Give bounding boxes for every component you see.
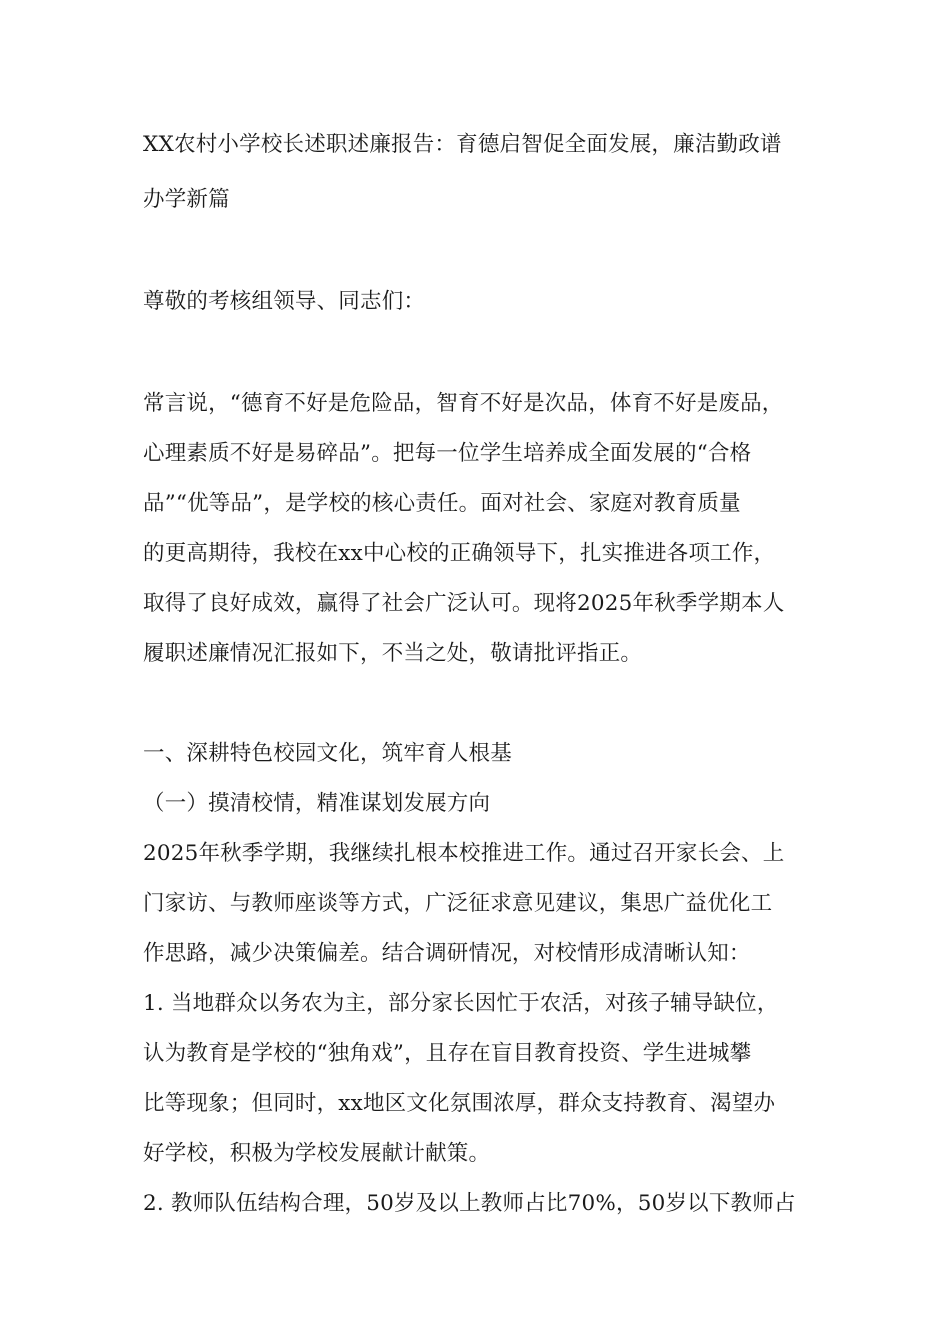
paragraph-line: 取得了良好成效，赢得了社会广泛认可。现将2025年秋季学期本人 xyxy=(143,591,785,616)
paragraph-line: 的更高期待，我校在xx中心校的正确领导下，扎实推进各项工作， xyxy=(143,541,776,566)
title-line: XX农村小学校长述职述廉报告：育德启智促全面发展，廉洁勤政谱 xyxy=(143,132,782,157)
paragraph-line: 心理素质不好是易碎品”。把每一位学生培养成全面发展的“合格 xyxy=(143,441,752,466)
paragraph-line: 品”“优等品”，是学校的核心责任。面对社会、家庭对教育质量 xyxy=(143,491,741,516)
paragraph-line: 1. 当地群众以务农为主，部分家长因忙于农活，对孩子辅导缺位， xyxy=(143,991,779,1016)
paragraph-line: 认为教育是学校的“独角戏”，且存在盲目教育投资、学生进城攀 xyxy=(143,1041,752,1066)
salutation: 尊敬的考核组领导、同志们： xyxy=(143,289,426,314)
paragraph-line: 门家访、与教师座谈等方式，广泛征求意见建议，集思广益优化工 xyxy=(143,891,773,916)
paragraph-line: 2025年秋季学期，我继续扎根本校推进工作。通过召开家长会、上 xyxy=(143,841,785,866)
paragraph-line: 比等现象；但同时，xx地区文化氛围浓厚，群众支持教育、渴望办 xyxy=(143,1091,776,1116)
paragraph-line: 履职述廉情况汇报如下，不当之处，敬请批评指正。 xyxy=(143,641,643,666)
paragraph-line: 2. 教师队伍结构合理，50岁及以上教师占比70%，50岁以下教师占 xyxy=(143,1191,796,1216)
paragraph-line: 好学校，积极为学校发展献计献策。 xyxy=(143,1141,491,1166)
paragraph-line: 常言说，“德育不好是危险品，智育不好是次品，体育不好是废品， xyxy=(143,391,784,416)
section-heading: 一、深耕特色校园文化，筑牢育人根基 xyxy=(143,741,512,766)
paragraph-line: 作思路，减少决策偏差。结合调研情况，对校情形成清晰认知： xyxy=(143,941,751,966)
title-line: 办学新篇 xyxy=(143,187,230,212)
subsection-heading: （一）摸清校情，精准谋划发展方向 xyxy=(143,791,491,816)
